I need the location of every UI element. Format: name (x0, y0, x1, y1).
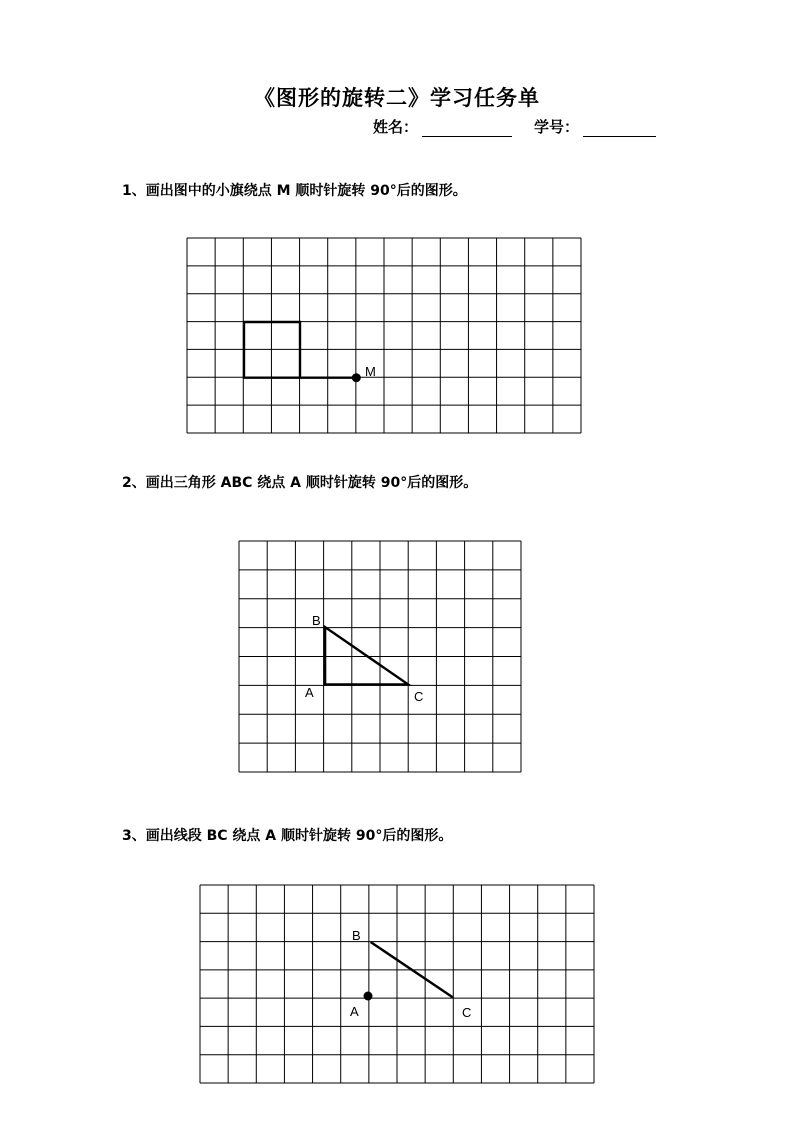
label-a: A (305, 685, 314, 700)
label-c: C (414, 689, 424, 704)
question-2-text: 2、画出三角形 ABC 绕点 A 顺时针旋转 90°后的图形。 (122, 475, 478, 491)
point-a (364, 992, 373, 1001)
id-field[interactable] (534, 116, 656, 137)
name-label: 姓名： (373, 118, 419, 136)
question-1-grid[interactable] (187, 238, 583, 434)
question-1-text: 1、画出图中的小旗绕点 M 顺时针旋转 90°后的图形。 (122, 183, 467, 199)
label-b: B (312, 613, 321, 628)
point-m (352, 373, 361, 382)
page-title: 《图形的旋转二》学习任务单 (254, 86, 540, 110)
name-blank[interactable] (422, 120, 512, 137)
grid-lines (239, 541, 521, 772)
id-label: 学号： (534, 118, 580, 136)
label-b: B (352, 928, 361, 943)
label-m: M (365, 364, 376, 379)
triangle-abc (325, 627, 408, 684)
grid-lines (200, 885, 594, 1083)
question-3-grid[interactable] (200, 885, 596, 1085)
question-2-grid[interactable] (239, 541, 523, 773)
name-field[interactable] (373, 116, 512, 137)
label-c: C (462, 1005, 472, 1020)
grid-lines (187, 238, 581, 433)
question-3-text: 3、画出线段 BC 绕点 A 顺时针旋转 90°后的图形。 (122, 828, 453, 844)
id-blank[interactable] (583, 120, 656, 137)
label-a: A (350, 1004, 359, 1019)
